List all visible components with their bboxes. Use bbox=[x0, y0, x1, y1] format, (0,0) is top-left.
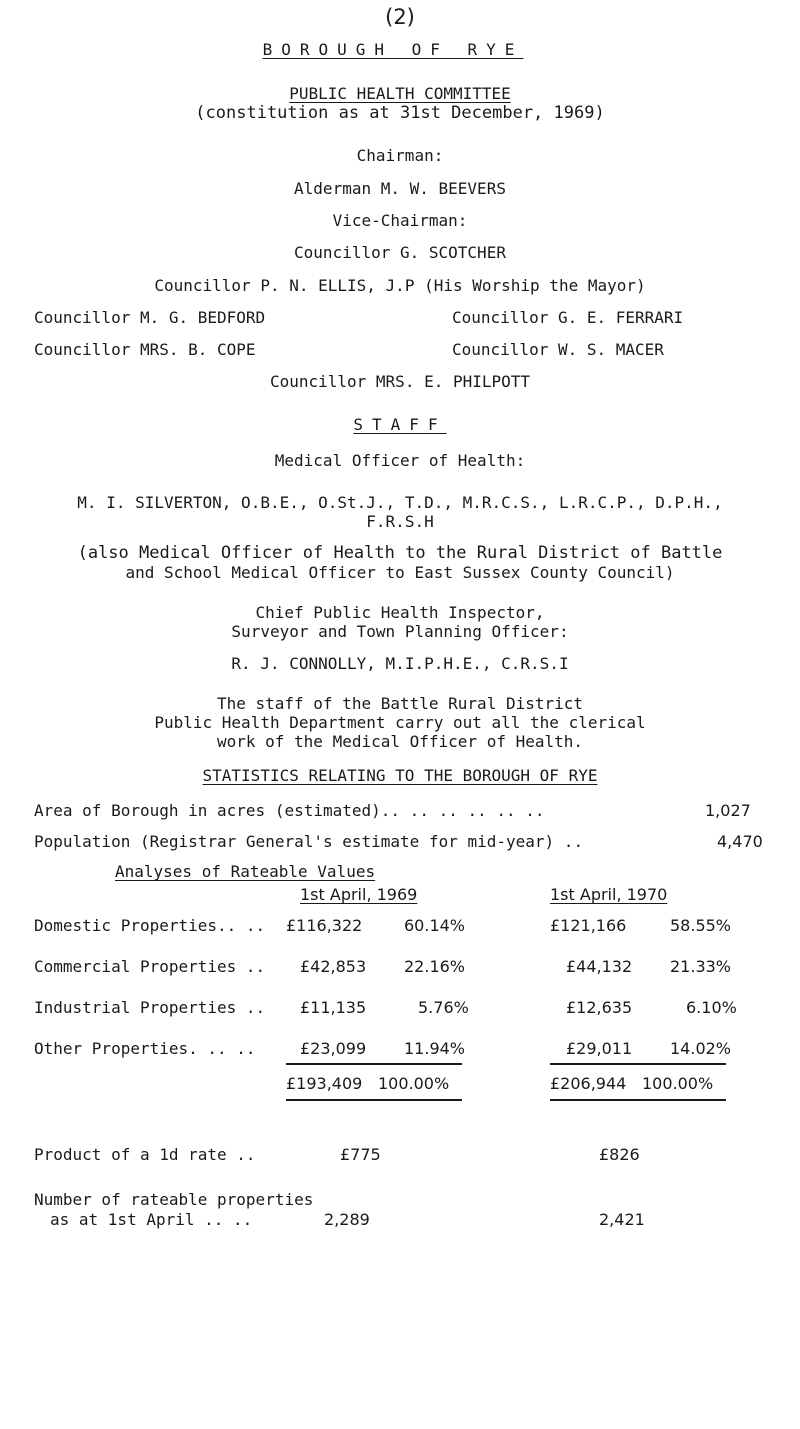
population-value: 4,470 bbox=[717, 832, 763, 851]
value-1970: £44,132 bbox=[566, 957, 633, 976]
total-percent-1970: 100.00% bbox=[642, 1074, 714, 1093]
product-label: Product of a 1d rate .. bbox=[34, 1145, 256, 1164]
councillor-last: Councillor MRS. E. PHILPOTT bbox=[269, 372, 531, 391]
total-value-1970: £206,944 bbox=[550, 1074, 627, 1093]
rateable-1970: 2,421 bbox=[599, 1210, 645, 1229]
rateable-1969: 2,289 bbox=[324, 1210, 370, 1229]
percent-1969: 60.14% bbox=[404, 916, 466, 935]
mayor-councillor: Councillor P. N. ELLIS, J.P (His Worship the Mayor) bbox=[154, 276, 646, 295]
col-header-1969: 1st April, 1969 bbox=[300, 885, 418, 904]
cphi-label-line2: Surveyor and Town Planning Officer: bbox=[231, 622, 569, 641]
value-1969: £23,099 bbox=[300, 1039, 367, 1058]
clerical-line2: Public Health Department carry out all the clerical bbox=[154, 713, 646, 732]
moh-note-line1: (also Medical Officer of Health to the Rural District of Battle bbox=[77, 543, 723, 563]
percent-1969: 11.94% bbox=[404, 1039, 466, 1058]
row-label: Domestic Properties.. .. bbox=[34, 916, 266, 935]
rateable-label-line1: Number of rateable properties bbox=[34, 1190, 314, 1209]
row-label: Industrial Properties .. bbox=[34, 998, 266, 1017]
product-1969: £775 bbox=[340, 1145, 381, 1164]
staff-heading: STAFF bbox=[353, 415, 447, 434]
percent-1970: 21.33% bbox=[670, 957, 732, 976]
chairman-name: Alderman M. W. BEEVERS bbox=[294, 179, 506, 198]
percent-1969: 5.76% bbox=[418, 998, 469, 1017]
total-value-1969: £193,409 bbox=[286, 1074, 363, 1093]
total-rule-bottom-1970 bbox=[550, 1099, 726, 1101]
statistics-heading: STATISTICS RELATING TO THE BOROUGH OF RYE bbox=[202, 766, 598, 785]
value-1969: £116,322 bbox=[286, 916, 363, 935]
clerical-line1: The staff of the Battle Rural District bbox=[216, 694, 584, 713]
row-label: Commercial Properties .. bbox=[34, 957, 266, 976]
value-1969: £42,853 bbox=[300, 957, 367, 976]
vice-chairman-name: Councillor G. SCOTCHER bbox=[294, 243, 506, 262]
total-rule-top-1970 bbox=[550, 1063, 726, 1065]
cphi-label-line1: Chief Public Health Inspector, bbox=[255, 603, 545, 622]
councillor-right-2: Councillor W. S. MACER bbox=[452, 340, 664, 359]
percent-1970: 6.10% bbox=[686, 998, 737, 1017]
value-1970: £29,011 bbox=[566, 1039, 633, 1058]
row-label: Other Properties. .. .. bbox=[34, 1039, 256, 1058]
total-percent-1969: 100.00% bbox=[378, 1074, 450, 1093]
borough-heading: BOROUGH OF RYE bbox=[262, 40, 524, 59]
total-rule-bottom-1969 bbox=[286, 1099, 462, 1101]
value-1969: £11,135 bbox=[300, 998, 367, 1017]
analyses-heading: Analyses of Rateable Values bbox=[115, 862, 376, 881]
percent-1969: 22.16% bbox=[404, 957, 466, 976]
cphi-name: R. J. CONNOLLY, M.I.P.H.E., C.R.S.I bbox=[231, 654, 569, 673]
committee-constitution: (constitution as at 31st December, 1969) bbox=[195, 103, 605, 123]
moh-note-line2: and School Medical Officer to East Sussex County Council) bbox=[125, 563, 675, 582]
chairman-label: Chairman: bbox=[356, 146, 444, 165]
population-label: Population (Registrar General's estimate for mid-year) .. bbox=[34, 832, 584, 851]
moh-label: Medical Officer of Health: bbox=[274, 451, 526, 470]
committee-title: PUBLIC HEALTH COMMITTEE bbox=[289, 84, 511, 103]
area-label: Area of Borough in acres (estimated).. .. .. .. .. .. bbox=[34, 801, 545, 820]
total-rule-top-1969 bbox=[286, 1063, 462, 1065]
percent-1970: 14.02% bbox=[670, 1039, 732, 1058]
area-value: 1,027 bbox=[705, 801, 751, 820]
councillor-right-1: Councillor G. E. FERRARI bbox=[452, 308, 684, 327]
page-number: (2) bbox=[385, 5, 415, 29]
councillor-left-2: Councillor MRS. B. COPE bbox=[34, 340, 256, 359]
value-1970: £121,166 bbox=[550, 916, 627, 935]
percent-1970: 58.55% bbox=[670, 916, 732, 935]
rateable-label-line2: as at 1st April .. .. bbox=[50, 1210, 253, 1229]
moh-name-line2: F.R.S.H bbox=[366, 512, 434, 531]
moh-name-line1: M. I. SILVERTON, O.B.E., O.St.J., T.D., M.R.C.S., L.R.C.P., D.P.H., bbox=[77, 493, 723, 512]
clerical-line3: work of the Medical Officer of Health. bbox=[216, 732, 584, 751]
value-1970: £12,635 bbox=[566, 998, 633, 1017]
col-header-1970: 1st April, 1970 bbox=[550, 885, 668, 904]
councillor-left-1: Councillor M. G. BEDFORD bbox=[34, 308, 266, 327]
vice-chairman-label: Vice-Chairman: bbox=[332, 211, 468, 230]
product-1970: £826 bbox=[599, 1145, 640, 1164]
